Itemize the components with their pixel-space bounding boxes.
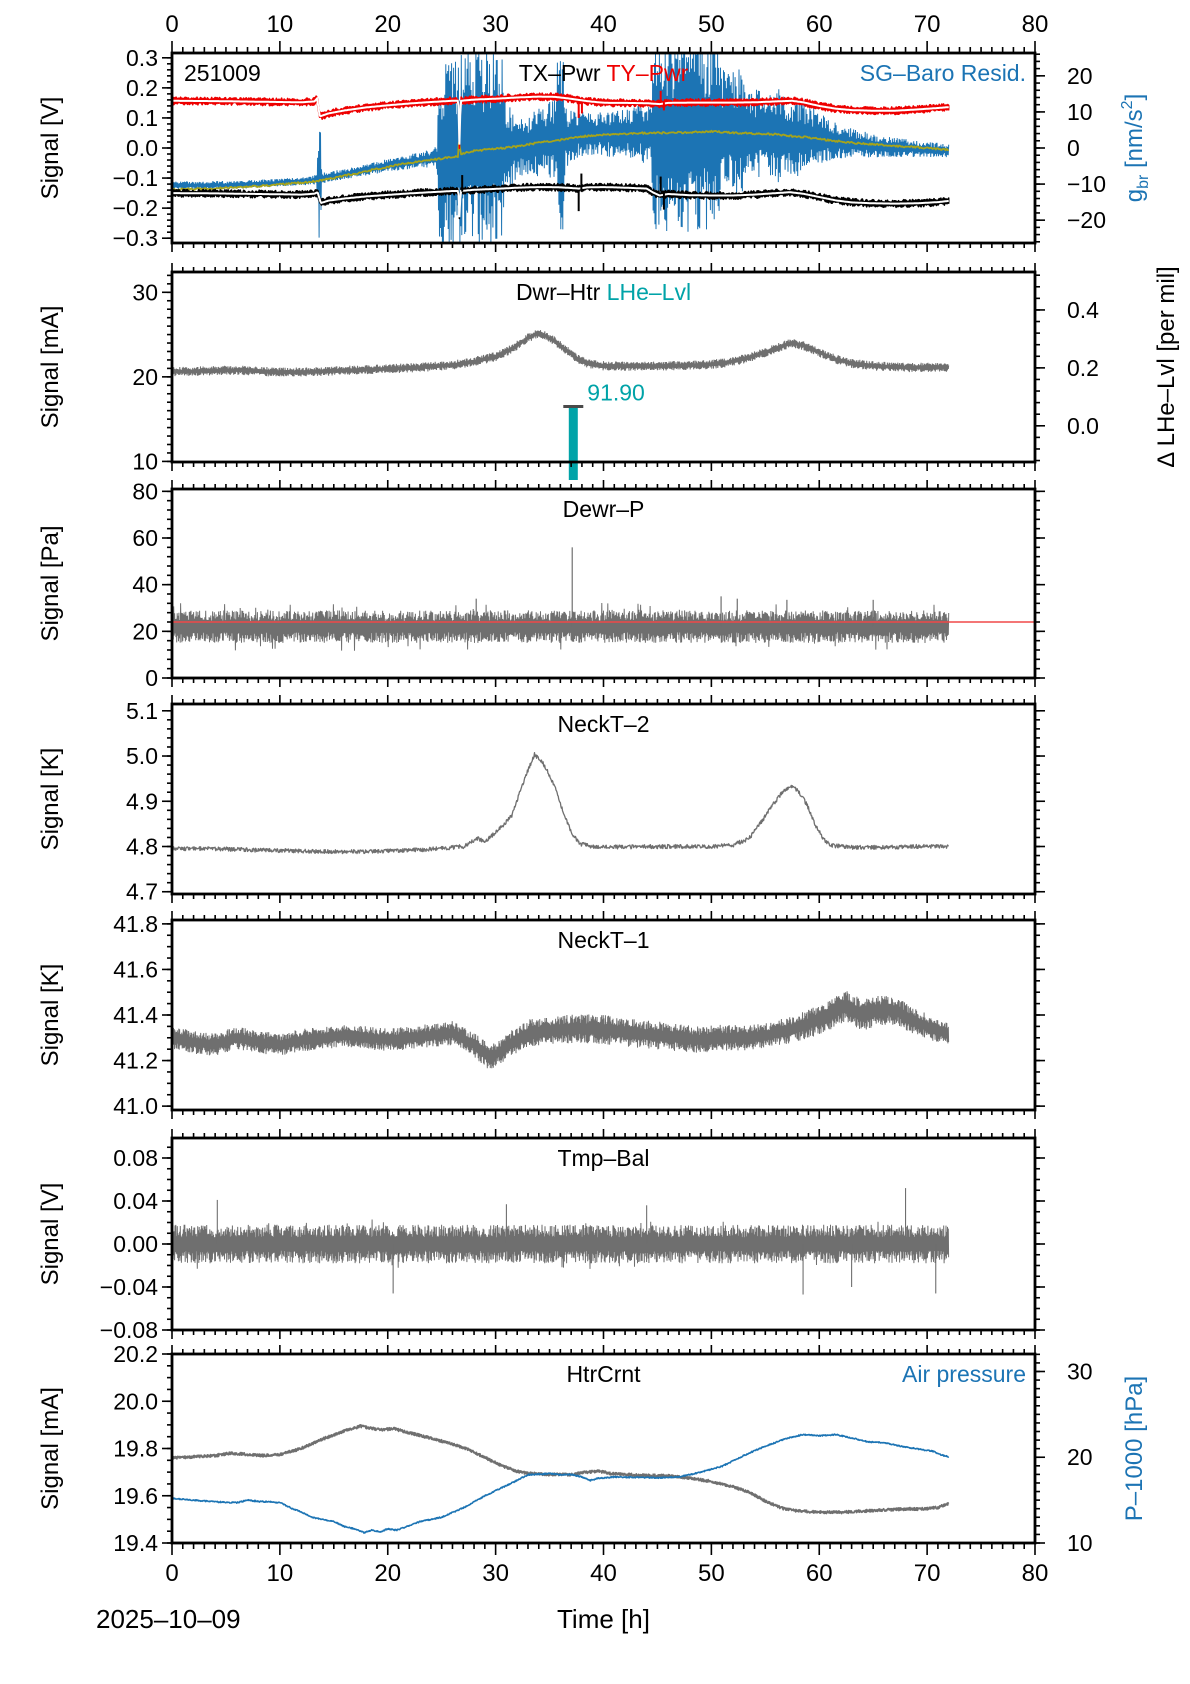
right-ytick-label: 0.4 [1067,296,1099,323]
ytick-label: 0 [145,665,158,691]
right-ytick-label: −20 [1067,207,1107,234]
ytick-label: 60 [132,525,158,551]
panel-series-dewr-p [172,547,1035,650]
panel-title-neckt-1: NeckT–1 [557,927,650,953]
top-xtick-label: 10 [266,11,294,38]
right-axis-title-power-baro: $g_{br}$ $[nm/s^2]$ [1119,93,1152,203]
bottom-xtick-label: 30 [482,1560,509,1587]
bottom-xtick-label: 60 [805,1560,833,1587]
right-ytick-label: −10 [1067,171,1107,198]
bottom-xtick-label: 80 [1021,1560,1049,1587]
bottom-xtick-label: 10 [266,1560,294,1587]
panel-title-neckt-2: NeckT–2 [557,711,650,737]
panel-title-power-baro: TX–Pwr TY–Pwr [518,60,689,86]
panel-overlay-neckt-2 [37,695,1045,905]
ytick-label: 0.2 [126,74,158,101]
right-ytick-label: 0.0 [1067,412,1099,439]
ytick-label: −0.2 [112,195,158,222]
legend-right-htr-crnt: Air pressure [902,1361,1026,1387]
right-ytick-label: 10 [1067,98,1093,125]
panel-series-htr-crnt [172,1425,949,1533]
panel-title-dewr-p: Dewr–P [562,496,645,522]
right-ytick-label: 0.2 [1067,354,1099,381]
ytick-label: −0.3 [112,225,158,252]
panel-series-dwr-htr [172,330,949,376]
top-xtick-label: 60 [805,11,833,38]
ytick-label: 0.08 [113,1144,158,1171]
ytick-label: 40 [132,571,158,598]
run-id-label: 251009 [184,60,261,86]
top-xtick-label: 80 [1021,11,1049,38]
panel-overlay-dewr-p [37,478,1045,691]
series-neckt1-temp [172,991,949,1068]
bottom-xtick-label: 20 [374,1560,402,1587]
top-xtick-label: 20 [374,11,402,38]
ytick-label: 19.4 [113,1530,158,1556]
ytick-label: 41.8 [113,910,158,937]
ytick-label: 4.8 [126,833,158,860]
right-ytick-label: 20 [1067,62,1093,89]
ytick-label: 0.00 [113,1230,158,1257]
top-xtick-label: 70 [913,11,941,38]
ytick-label: 4.7 [126,878,158,905]
y-axis-title-dwr-htr: Signal [mA] [37,305,64,429]
top-xtick-label: 50 [698,11,725,38]
panel-title-htr-crnt: HtrCrnt [566,1361,641,1387]
series-air-pressure [172,1434,949,1533]
ytick-label: −0.1 [112,165,158,192]
series-neckt2-temp [172,753,949,854]
bottom-xtick-label: 40 [590,1560,617,1587]
y-axis-title-neckt-1: Signal [K] [37,963,64,1067]
bottom-xtick-label: 50 [698,1560,725,1587]
panel-series-neckt-1 [172,991,949,1068]
y-axis-title-dewr-p: Signal [Pa] [37,525,64,642]
y-axis-title-power-baro: Signal [V] [37,96,64,200]
ytick-label: 10 [132,448,158,475]
lhe-level-value: 91.90 [587,379,645,406]
ytick-label: 41.6 [113,956,158,983]
ytick-label: −0.04 [99,1273,158,1300]
x-axis-title: Time [h] [557,1604,650,1634]
y-axis-title-tmp-bal: Signal [V] [37,1182,64,1286]
right-ytick-label: 10 [1067,1530,1093,1556]
series-dwr-htr-current [172,330,949,376]
bottom-xtick-label: 0 [165,1560,179,1587]
panel-series-tmp-bal [172,1188,949,1294]
panel-series-neckt-2 [172,753,949,854]
panel-title-tmp-bal: Tmp–Bal [557,1145,650,1171]
ytick-label: 30 [132,279,158,306]
top-xtick-label: 40 [590,11,617,38]
top-xtick-label: 30 [482,11,509,38]
ytick-label: 41.2 [113,1047,158,1074]
ytick-label: 4.9 [126,788,158,815]
ytick-label: 20 [132,363,158,390]
ytick-label: 41.0 [113,1093,158,1120]
date-label: 2025–10–09 [96,1604,241,1634]
ytick-label: 0.0 [126,135,158,161]
bottom-xtick-label: 70 [913,1560,941,1587]
ytick-label: 5.0 [126,743,158,770]
right-axis-title-htr-crnt: P–1000 [hPa] [1121,1375,1148,1522]
ytick-label: 5.1 [126,697,158,724]
ytick-label: −0.08 [99,1317,158,1343]
right-ytick-label: 20 [1067,1444,1093,1471]
panel-title-dwr-htr: Dwr–Htr LHe–Lvl [515,279,692,305]
y-axis-title-htr-crnt: Signal [mA] [37,1387,64,1510]
right-ytick-label: 0 [1067,135,1080,161]
ytick-label: 0.04 [113,1187,158,1214]
legend-right-power-baro: SG–Baro Resid. [859,60,1026,86]
series-tmp-bal-signal [172,1220,949,1269]
ytick-label: 20 [132,618,158,645]
ytick-label: 0.1 [126,104,158,131]
ytick-label: 20.2 [113,1341,158,1367]
right-ytick-label: 30 [1067,1358,1093,1385]
panel-overlay-htr-crnt [37,1341,1148,1587]
ytick-label: 19.8 [113,1435,158,1462]
ytick-label: 41.4 [113,1002,158,1028]
right-axis-title-dwr-htr: Δ LHe–Lvl [per mil] [1153,266,1180,468]
top-xtick-label: 0 [165,11,179,38]
series-htr-crnt-current [172,1425,949,1514]
ytick-label: 19.6 [113,1482,158,1509]
ytick-label: 0.3 [126,44,158,71]
y-axis-title-neckt-2: Signal [K] [37,747,64,851]
series-dewr-pressure [172,603,949,651]
lhe-level-bar [569,406,578,480]
ytick-label: 80 [132,478,158,505]
ytick-label: 20.0 [113,1388,158,1415]
